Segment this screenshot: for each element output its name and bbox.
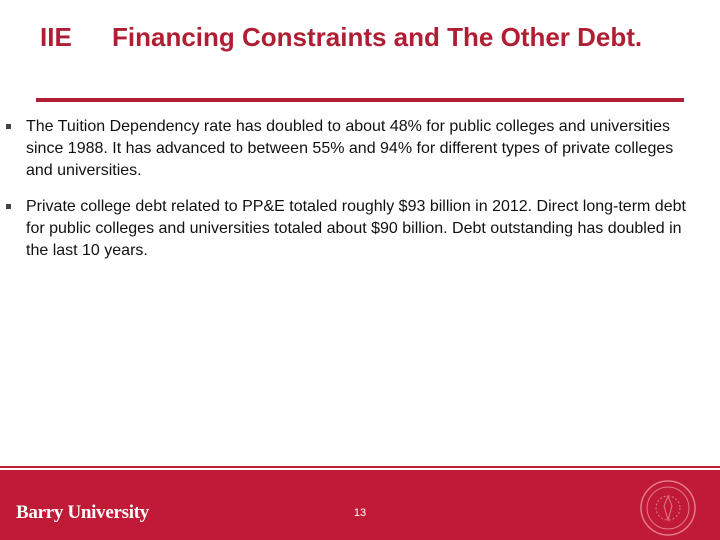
footer-topline xyxy=(0,466,720,468)
title-divider xyxy=(36,98,684,102)
slide-title: Financing Constraints and The Other Debt. xyxy=(112,22,643,52)
section-number: IIE xyxy=(40,22,72,52)
university-seal-icon xyxy=(638,478,698,538)
bullet-text: Private college debt related to PP&E totaled roughly $93 billion in 2012. Direct long-term debt for public colleges and universities totaled about $90 billion. Debt outstanding has doubled in the last 10 years. xyxy=(26,198,686,259)
barry-university-logo: Barry University xyxy=(16,502,149,523)
title-row xyxy=(0,20,720,60)
page-number: 13 xyxy=(353,507,367,519)
bullet-item xyxy=(0,116,696,182)
square-bullet-icon xyxy=(6,204,11,209)
bullet-text: The Tuition Dependency rate has doubled to about 48% for public colleges and universities since 1988. It has advanced to between 55% and 94% for different types of private colleges and universities. xyxy=(26,118,674,179)
bullet-list xyxy=(0,116,720,276)
bullet-item xyxy=(0,196,696,262)
square-bullet-icon xyxy=(6,124,11,129)
